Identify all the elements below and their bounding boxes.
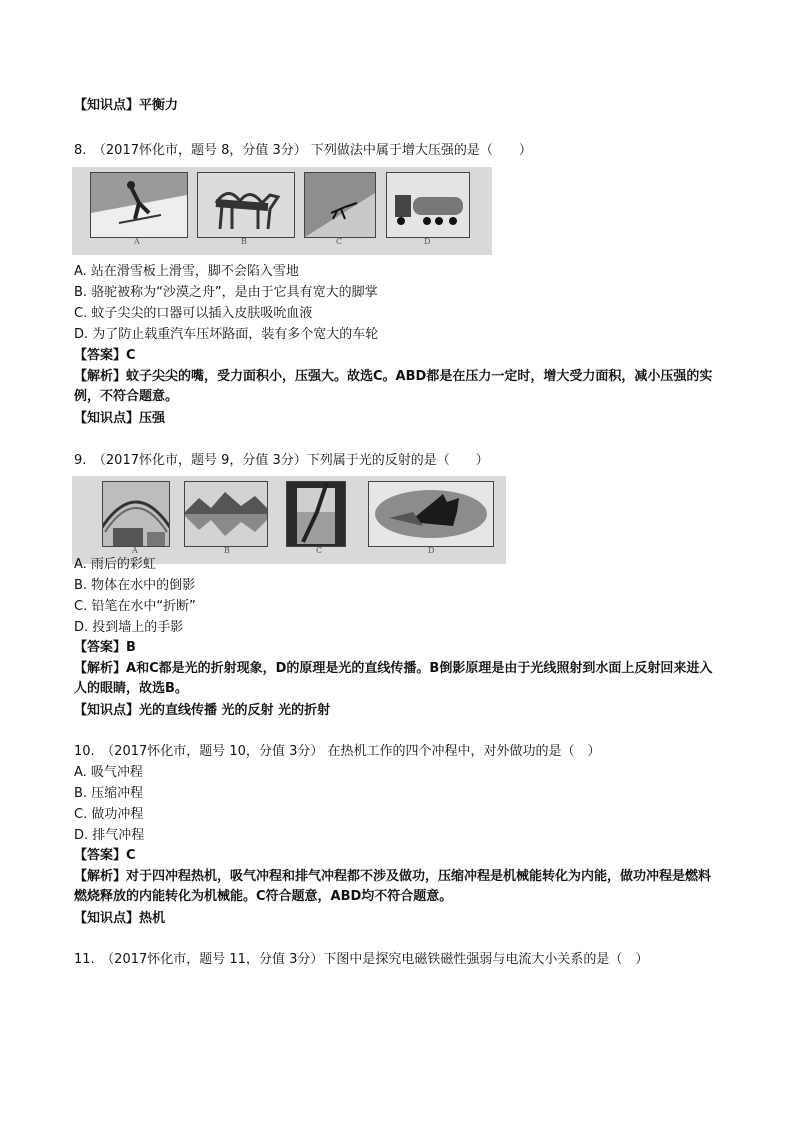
question-8-image-strip xyxy=(72,167,492,255)
question-8-answer xyxy=(74,346,136,366)
question-8-knowledge-point xyxy=(74,409,165,429)
answer-value: B xyxy=(126,640,136,655)
answer-tag: 【答案】 xyxy=(74,348,127,363)
question-10-knowledge-point xyxy=(74,909,165,929)
question-8-option-a: A. 站在滑雪板上滑雪，脚不会陷入雪地 xyxy=(74,264,299,279)
question-10-option-b: B. 压缩冲程 xyxy=(74,786,144,801)
question-8-header: 8. （2017怀化市，题号 8，分值 3分） 下列做法中属于增大压强的是（ ） xyxy=(74,143,532,158)
analysis-text: 蚊子尖尖的嘴，受力面积小，压强大。故选C。ABD都是在压力一定时，增大受力面积，减小压强的实例，不符合题意。 xyxy=(74,369,713,404)
question-8-option-b: B. 骆驼被称为“沙漠之舟”，是由于它具有宽大的脚掌 xyxy=(74,285,378,300)
caption-a: A xyxy=(132,546,138,555)
answer-tag: 【答案】 xyxy=(74,848,127,863)
skier-image xyxy=(90,172,188,238)
analysis-tag: 【解析】 xyxy=(74,369,127,384)
analysis-text: 对于四冲程热机，吸气冲程和排气冲程都不涉及做功，压缩冲程是机械能转化为内能，做功冲程是燃料燃烧释放的内能转化为机械能。C符合题意，ABD均不符合题意。 xyxy=(74,869,712,904)
question-9-option-b: B. 物体在水中的倒影 xyxy=(74,578,196,593)
knowledge-point-tag: 【知识点】 xyxy=(74,911,140,926)
question-8-option-c: C. 蚊子尖尖的口器可以插入皮肤吸吮血液 xyxy=(74,306,313,321)
mosquito-image xyxy=(304,172,376,238)
answer-tag: 【答案】 xyxy=(74,640,127,655)
question-9-option-d: D. 投到墙上的手影 xyxy=(74,620,184,635)
question-10-option-c: C. 做功冲程 xyxy=(74,807,144,822)
knowledge-point-tag: 【知识点】 xyxy=(74,98,140,113)
knowledge-point-tag: 【知识点】 xyxy=(74,411,140,426)
analysis-text: A和C都是光的折射现象，D的原理是光的直线传播。B倒影原理是由于光线照射到水面上反射回来进入人的眼睛，故选B。 xyxy=(74,661,713,696)
question-8-option-d: D. 为了防止载重汽车压坏路面，装有多个宽大的车轮 xyxy=(74,327,379,342)
question-11-header: 11. （2017怀化市，题号 11，分值 3分）下图中是探究电磁铁磁性强弱与电流大小关系的是（ ） xyxy=(74,952,649,967)
question-9-knowledge-point xyxy=(74,701,330,721)
caption-b: B xyxy=(224,546,230,555)
camel-image xyxy=(197,172,295,238)
rainbow-image xyxy=(102,481,170,547)
question-9-analysis xyxy=(74,659,724,699)
question-10-option-d: D. 排气冲程 xyxy=(74,828,145,843)
knowledge-point-text: 压强 xyxy=(139,411,166,426)
analysis-tag: 【解析】 xyxy=(74,661,127,676)
caption-d: D xyxy=(424,237,431,246)
question-9-option-c: C. 铅笔在水中“折断” xyxy=(74,599,196,614)
caption-d: D xyxy=(428,546,435,555)
question-9-answer xyxy=(74,638,136,658)
reflection-image xyxy=(184,481,268,547)
question-10-header: 10. （2017怀化市，题号 10，分值 3分） 在热机工作的四个冲程中，对外做功的是（ ） xyxy=(74,744,601,759)
caption-a: A xyxy=(134,237,140,246)
answer-value: C xyxy=(126,348,136,363)
pencil-in-water-image xyxy=(286,481,346,547)
knowledge-point-text: 平衡力 xyxy=(139,98,179,113)
analysis-tag: 【解析】 xyxy=(74,869,127,884)
caption-c: C xyxy=(336,237,343,246)
question-10-answer xyxy=(74,846,136,866)
answer-value: C xyxy=(126,848,136,863)
question-9-image-strip xyxy=(72,476,506,564)
knowledge-point-tag: 【知识点】 xyxy=(74,703,140,718)
knowledge-point-text: 热机 xyxy=(139,911,166,926)
caption-c: C xyxy=(316,546,323,555)
question-9-option-a: A. 雨后的彩虹 xyxy=(74,557,156,572)
hand-shadow-image xyxy=(368,481,494,547)
truck-image xyxy=(386,172,470,238)
caption-b: B xyxy=(241,237,247,246)
question-10-option-a: A. 吸气冲程 xyxy=(74,765,143,780)
question-10-analysis xyxy=(74,867,724,907)
knowledge-point-text: 光的直线传播 光的反射 光的折射 xyxy=(139,703,331,718)
question-8-analysis xyxy=(74,367,724,407)
knowledge-point-7 xyxy=(74,96,178,116)
question-9-header: 9. （2017怀化市，题号 9，分值 3分）下列属于光的反射的是（ ） xyxy=(74,453,489,468)
